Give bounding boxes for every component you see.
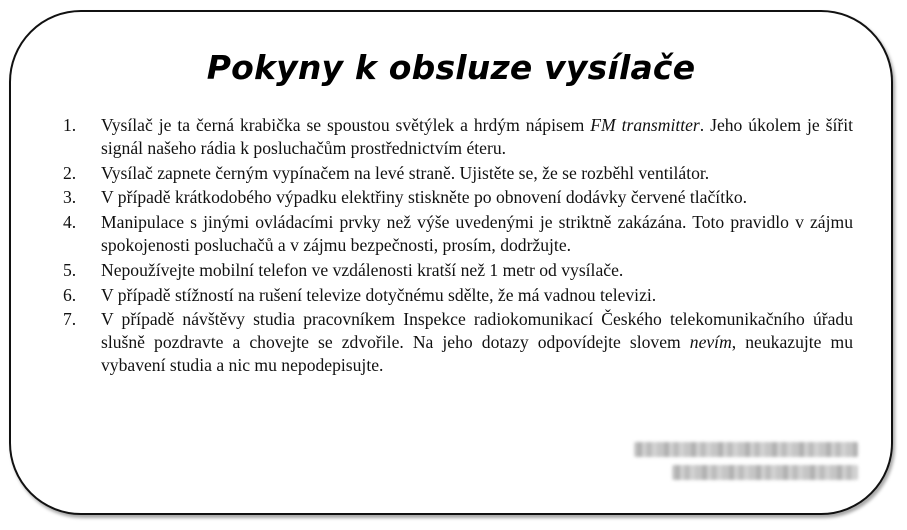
item-number: 2. [63,162,77,183]
item-number: 1. [63,115,77,135]
instructions-list [63,114,853,379]
item-number: 3. [63,187,77,208]
notice-card [9,10,893,515]
redacted-signature [620,436,858,492]
item-number: 6. [63,284,77,305]
list-item [63,308,853,376]
list-item [63,259,853,282]
redacted-line [634,442,858,457]
item-text: V případě návštěvy studia pracovníkem Inspekce radiokomunikací Českého telekomunikačního úřadu slušně pozdravte a chovejte se zdvořile. Na jeho dotazy odpovídejte slovem [101,309,853,353]
item-text-italic: nevím [689,332,732,353]
list-item [63,186,853,209]
item-text: . Jeho úkolem je šířit signál našeho rádia k posluchačům prostřednictvím éteru. [101,115,853,158]
item-text: V případě krátkodobého výpadku elektřiny stiskněte po obnovení dodávky červené tlačítko. [101,187,748,208]
item-text: V případě stížností na rušení televize dotyčnému sdělte, že má vadnou televizi. [101,284,657,305]
item-text: Vysílač zapnete černým vypínačem na levé straně. Ujistěte se, že se rozběhl ventilátor. [101,162,710,183]
redacted-line [672,465,858,480]
list-item [63,114,853,160]
item-text: Vysílač je ta černá krabička se spoustou světýlek a hrdým nápisem [101,115,591,135]
item-number: 7. [63,309,77,330]
list-item [63,284,853,307]
item-number: 4. [63,212,77,233]
item-text: , neukazujte mu vybavení studia a nic mu nepodepisujte. [101,332,853,375]
item-text: Nepoužívejte mobilní telefon ve vzdálenosti kratší než 1 metr od vysílače. [101,259,624,280]
page-title: Pokyny k obsluze vysílače [206,48,696,87]
item-text-italic: FM transmitter [590,115,700,135]
item-text: Manipulace s jinými ovládacími prvky než výše uvedenými je striktně zakázána. Toto pravidlo v zájmu spokojenosti posluchačů a v zájmu bezpečnosti, prosím, dodržujte. [101,212,853,255]
list-item [63,162,853,185]
item-number: 5. [63,259,77,280]
list-item [63,211,853,257]
